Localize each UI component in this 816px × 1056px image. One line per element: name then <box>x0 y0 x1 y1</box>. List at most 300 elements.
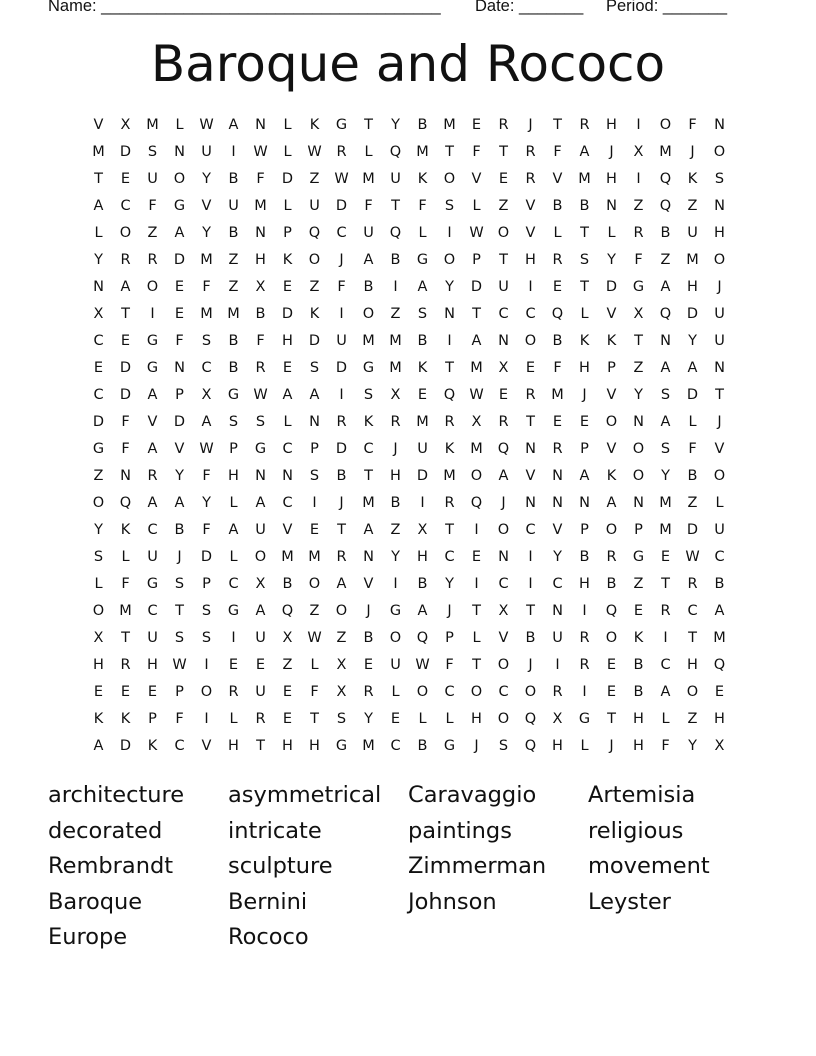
grid-letter: P <box>445 630 454 646</box>
grid-letter: C <box>120 198 131 214</box>
grid-letter: D <box>281 306 294 322</box>
grid-letter: M <box>200 306 213 322</box>
grid-letter: O <box>443 171 456 187</box>
grid-letter: F <box>337 279 346 295</box>
grid-letter: H <box>579 576 590 592</box>
grid-letter: E <box>525 360 536 376</box>
word-list-item: Zimmerman <box>408 853 547 879</box>
grid-letter: A <box>579 468 590 484</box>
grid-letter: M <box>443 117 456 133</box>
grid-letter: M <box>362 495 375 511</box>
grid-letter: T <box>715 387 724 403</box>
grid-letter: L <box>121 549 130 565</box>
grid-letter: A <box>660 279 671 295</box>
grid-letter: B <box>714 576 725 592</box>
grid-letter: Z <box>336 630 347 646</box>
grid-letter: F <box>202 522 211 538</box>
grid-letter: Z <box>633 576 644 592</box>
grid-letter: B <box>417 576 428 592</box>
grid-letter: J <box>474 738 479 754</box>
grid-letter: H <box>147 657 158 673</box>
page-title: Baroque and Rococo <box>150 35 666 93</box>
grid-letter: C <box>390 738 401 754</box>
grid-letter: B <box>363 279 374 295</box>
grid-letter: O <box>362 306 375 322</box>
grid-letter: K <box>444 441 455 457</box>
word-list-item: religious <box>588 817 684 844</box>
grid-letter: X <box>417 522 428 538</box>
grid-letter: K <box>120 522 131 538</box>
grid-letter: Q <box>416 630 429 646</box>
grid-letter: F <box>445 657 454 673</box>
grid-letter: M <box>227 306 240 322</box>
grid-letter: B <box>633 657 644 673</box>
grid-letter: U <box>714 522 725 538</box>
grid-letter: E <box>714 684 725 700</box>
grid-letter: Y <box>202 225 211 241</box>
grid-letter: D <box>416 468 429 484</box>
grid-letter: Q <box>470 495 483 511</box>
grid-letter: P <box>580 522 589 538</box>
grid-letter: I <box>474 576 479 592</box>
grid-letter: X <box>93 630 104 646</box>
grid-letter: G <box>227 387 240 403</box>
grid-letter: T <box>337 522 346 538</box>
grid-letter: U <box>147 171 158 187</box>
grid-letter: B <box>687 468 698 484</box>
grid-letter: G <box>632 549 645 565</box>
grid-letter: M <box>659 522 672 538</box>
grid-row <box>85 274 733 301</box>
grid-letter: T <box>175 603 184 619</box>
grid-letter: H <box>255 252 266 268</box>
grid-letter: M <box>254 198 267 214</box>
grid-letter: X <box>336 684 347 700</box>
grid-letter: A <box>579 144 590 160</box>
grid-letter: R <box>660 603 671 619</box>
grid-letter: L <box>364 144 373 160</box>
grid-letter: Y <box>688 738 697 754</box>
grid-letter: O <box>713 468 726 484</box>
grid-letter: E <box>471 117 482 133</box>
grid-letter: A <box>660 684 671 700</box>
grid-letter: B <box>633 684 644 700</box>
grid-letter: O <box>308 576 321 592</box>
grid-letter: F <box>175 333 184 349</box>
grid-letter: E <box>120 684 131 700</box>
grid-row <box>85 598 733 625</box>
grid-letter: L <box>94 225 103 241</box>
grid-letter: B <box>660 225 671 241</box>
grid-letter: N <box>552 603 563 619</box>
grid-letter: V <box>93 117 104 133</box>
grid-letter: N <box>525 441 536 457</box>
grid-letter: M <box>200 252 213 268</box>
grid-letter: M <box>389 333 402 349</box>
grid-letter: U <box>147 630 158 646</box>
word-list-item: Rembrandt <box>48 853 174 879</box>
grid-row <box>85 139 733 166</box>
grid-letter: S <box>201 603 212 619</box>
grid-letter: I <box>204 711 209 727</box>
grid-letter: H <box>525 252 536 268</box>
grid-letter: R <box>120 252 131 268</box>
grid-letter: O <box>443 252 456 268</box>
grid-letter: H <box>606 171 617 187</box>
grid-letter: O <box>713 252 726 268</box>
word-list-item: sculpture <box>228 853 333 879</box>
grid-letter: Q <box>659 171 672 187</box>
grid-letter: G <box>389 603 402 619</box>
grid-letter: Z <box>309 171 320 187</box>
grid-letter: F <box>364 198 373 214</box>
grid-letter: O <box>146 279 159 295</box>
grid-letter: R <box>390 414 401 430</box>
grid-letter: O <box>470 468 483 484</box>
grid-letter: O <box>92 603 105 619</box>
grid-letter: E <box>552 414 563 430</box>
grid-letter: E <box>282 711 293 727</box>
grid-letter: S <box>93 549 104 565</box>
name-field: Name: _____________________________________ <box>48 0 441 15</box>
grid-letter: F <box>310 684 319 700</box>
grid-row <box>85 733 733 760</box>
grid-letter: R <box>255 711 266 727</box>
grid-letter: E <box>93 684 104 700</box>
grid-letter: N <box>633 495 644 511</box>
grid-letter: U <box>498 279 509 295</box>
grid-letter: D <box>335 198 348 214</box>
grid-letter: I <box>420 495 425 511</box>
grid-letter: T <box>472 657 481 673</box>
grid-letter: B <box>363 630 374 646</box>
grid-letter: C <box>498 306 509 322</box>
grid-letter: B <box>417 333 428 349</box>
grid-letter: Z <box>660 252 671 268</box>
grid-letter: J <box>582 387 587 403</box>
grid-letter: J <box>366 603 371 619</box>
grid-letter: F <box>202 279 211 295</box>
grid-letter: I <box>582 684 587 700</box>
grid-letter: M <box>362 333 375 349</box>
grid-letter: I <box>528 576 533 592</box>
grid-letter: Q <box>713 657 726 673</box>
grid-letter: G <box>146 576 159 592</box>
grid-letter: D <box>119 387 132 403</box>
grid-letter: T <box>472 306 481 322</box>
grid-letter: M <box>713 630 726 646</box>
grid-letter: L <box>553 225 562 241</box>
grid-letter: P <box>175 684 184 700</box>
grid-letter: L <box>94 576 103 592</box>
grid-letter: O <box>200 684 213 700</box>
grid-row <box>85 652 733 679</box>
worksheet-header <box>48 0 748 19</box>
word-list-item: Baroque <box>48 888 143 915</box>
grid-letter: D <box>92 414 105 430</box>
grid-letter: V <box>525 468 536 484</box>
grid-letter: O <box>308 252 321 268</box>
grid-row <box>85 247 733 274</box>
grid-letter: N <box>498 549 509 565</box>
grid-letter: P <box>310 441 319 457</box>
grid-letter: V <box>552 522 563 538</box>
grid-letter: C <box>714 549 725 565</box>
grid-letter: T <box>553 117 562 133</box>
grid-letter: R <box>552 684 563 700</box>
grid-letter: K <box>309 117 320 133</box>
grid-letter: D <box>335 360 348 376</box>
grid-letter: P <box>580 441 589 457</box>
grid-letter: V <box>147 414 158 430</box>
grid-letter: O <box>605 522 618 538</box>
grid-letter: H <box>228 468 239 484</box>
grid-letter: R <box>552 252 563 268</box>
grid-letter: H <box>471 711 482 727</box>
grid-letter: V <box>606 306 617 322</box>
grid-letter: U <box>309 198 320 214</box>
grid-letter: V <box>174 441 185 457</box>
grid-letter: N <box>660 333 671 349</box>
grid-letter: R <box>336 414 347 430</box>
grid-letter: H <box>714 711 725 727</box>
grid-letter: E <box>120 333 131 349</box>
grid-letter: I <box>447 225 452 241</box>
grid-letter: P <box>634 522 643 538</box>
grid-letter: V <box>525 225 536 241</box>
grid-letter: E <box>579 414 590 430</box>
grid-letter: T <box>499 252 508 268</box>
grid-letter: E <box>174 306 185 322</box>
grid-letter: M <box>281 549 294 565</box>
grid-letter: K <box>417 360 428 376</box>
grid-letter: R <box>255 360 266 376</box>
grid-letter: N <box>255 225 266 241</box>
grid-letter: M <box>362 738 375 754</box>
grid-letter: O <box>605 414 618 430</box>
grid-letter: V <box>282 522 293 538</box>
grid-letter: T <box>472 603 481 619</box>
grid-letter: C <box>228 576 239 592</box>
grid-letter: U <box>714 333 725 349</box>
grid-letter: D <box>605 279 618 295</box>
grid-letter: B <box>417 117 428 133</box>
grid-letter: I <box>636 117 641 133</box>
grid-letter: H <box>282 738 293 754</box>
grid-letter: Q <box>551 306 564 322</box>
grid-letter: G <box>254 441 267 457</box>
grid-letter: F <box>148 198 157 214</box>
grid-letter: P <box>202 576 211 592</box>
grid-letter: E <box>660 549 671 565</box>
grid-letter: L <box>580 738 589 754</box>
grid-letter: M <box>362 171 375 187</box>
grid-letter: L <box>418 225 427 241</box>
grid-letter: D <box>119 144 132 160</box>
grid-letter: R <box>579 657 590 673</box>
grid-letter: V <box>471 171 482 187</box>
grid-letter: E <box>471 549 482 565</box>
grid-letter: T <box>364 468 373 484</box>
grid-letter: M <box>443 468 456 484</box>
grid-letter: I <box>528 279 533 295</box>
period-field: Period: _______ <box>606 0 728 15</box>
grid-letter: A <box>498 468 509 484</box>
grid-letter: I <box>393 576 398 592</box>
grid-letter: H <box>606 117 617 133</box>
grid-letter: V <box>606 387 617 403</box>
grid-letter: A <box>606 495 617 511</box>
grid-letter: U <box>552 630 563 646</box>
grid-letter: C <box>93 387 104 403</box>
grid-letter: L <box>283 144 292 160</box>
grid-letter: U <box>147 549 158 565</box>
grid-letter: B <box>228 171 239 187</box>
grid-letter: D <box>119 360 132 376</box>
grid-letter: J <box>177 549 182 565</box>
grid-row <box>85 409 733 436</box>
grid-letter: A <box>228 522 239 538</box>
grid-letter: Z <box>228 252 239 268</box>
grid-row <box>85 301 733 328</box>
grid-letter: R <box>552 441 563 457</box>
grid-letter: D <box>335 441 348 457</box>
grid-letter: R <box>606 549 617 565</box>
grid-letter: Y <box>202 171 211 187</box>
grid-letter: Z <box>687 495 698 511</box>
grid-letter: I <box>312 495 317 511</box>
grid-letter: V <box>363 576 374 592</box>
grid-letter: H <box>687 657 698 673</box>
grid-letter: X <box>255 279 266 295</box>
grid-letter: E <box>147 684 158 700</box>
grid-letter: E <box>498 387 509 403</box>
grid-letter: C <box>201 360 212 376</box>
grid-letter: A <box>660 414 671 430</box>
grid-letter: W <box>415 657 430 673</box>
grid-letter: N <box>255 468 266 484</box>
grid-letter: S <box>174 630 185 646</box>
grid-letter: C <box>444 684 455 700</box>
grid-letter: T <box>256 738 265 754</box>
grid-letter: C <box>444 549 455 565</box>
grid-letter: N <box>174 144 185 160</box>
grid-letter: L <box>283 414 292 430</box>
grid-letter: B <box>417 738 428 754</box>
grid-letter: A <box>174 225 185 241</box>
grid-letter: S <box>336 711 347 727</box>
grid-row <box>85 571 733 598</box>
grid-row <box>85 193 733 220</box>
grid-letter: N <box>282 468 293 484</box>
grid-letter: G <box>173 198 186 214</box>
grid-letter: S <box>309 360 320 376</box>
grid-letter: E <box>498 171 509 187</box>
grid-letter: Z <box>687 198 698 214</box>
grid-letter: B <box>228 225 239 241</box>
grid-row <box>85 436 733 463</box>
grid-letter: A <box>363 252 374 268</box>
grid-letter: R <box>228 684 239 700</box>
grid-letter: S <box>444 198 455 214</box>
grid-letter: A <box>714 603 725 619</box>
word-list-item: paintings <box>408 817 512 844</box>
grid-letter: L <box>175 117 184 133</box>
grid-row <box>85 463 733 490</box>
grid-row <box>85 355 733 382</box>
grid-letter: F <box>688 117 697 133</box>
grid-letter: S <box>363 387 374 403</box>
word-list-item: architecture <box>48 782 185 808</box>
grid-letter: Q <box>524 711 537 727</box>
grid-letter: L <box>688 414 697 430</box>
grid-letter: I <box>636 171 641 187</box>
grid-letter: U <box>390 657 401 673</box>
grid-letter: R <box>687 576 698 592</box>
grid-letter: R <box>498 117 509 133</box>
grid-letter: A <box>309 387 320 403</box>
grid-letter: I <box>339 387 344 403</box>
grid-letter: X <box>714 738 725 754</box>
grid-letter: L <box>580 306 589 322</box>
grid-letter: E <box>417 387 428 403</box>
grid-letter: C <box>687 603 698 619</box>
grid-letter: E <box>606 657 617 673</box>
grid-letter: A <box>660 360 671 376</box>
grid-letter: Z <box>309 279 320 295</box>
grid-letter: O <box>470 684 483 700</box>
grid-letter: W <box>199 441 214 457</box>
grid-letter: T <box>526 414 535 430</box>
word-list-item: decorated <box>48 817 163 844</box>
grid-letter: E <box>363 657 374 673</box>
grid-letter: K <box>147 738 158 754</box>
grid-letter: T <box>445 144 454 160</box>
grid-letter: C <box>498 684 509 700</box>
grid-letter: T <box>580 279 589 295</box>
grid-letter: G <box>632 279 645 295</box>
grid-letter: H <box>687 279 698 295</box>
grid-letter: Y <box>202 495 211 511</box>
grid-letter: H <box>93 657 104 673</box>
grid-letter: G <box>146 360 159 376</box>
grid-letter: G <box>146 333 159 349</box>
grid-letter: X <box>633 144 644 160</box>
grid-letter: R <box>363 684 374 700</box>
grid-letter: K <box>687 171 698 187</box>
grid-letter: N <box>714 117 725 133</box>
grid-letter: K <box>282 252 293 268</box>
grid-letter: I <box>447 333 452 349</box>
grid-letter: G <box>227 603 240 619</box>
grid-letter: N <box>633 414 644 430</box>
grid-letter: H <box>228 738 239 754</box>
grid-letter: A <box>363 522 374 538</box>
grid-letter: D <box>173 414 186 430</box>
grid-letter: P <box>607 360 616 376</box>
grid-letter: Y <box>364 711 373 727</box>
grid-letter: K <box>579 333 590 349</box>
word-list-item: Rococo <box>228 924 309 950</box>
grid-letter: Q <box>119 495 132 511</box>
grid-letter: H <box>309 738 320 754</box>
grid-letter: C <box>498 576 509 592</box>
grid-letter: Q <box>659 198 672 214</box>
grid-letter: A <box>120 279 131 295</box>
grid-letter: X <box>390 387 401 403</box>
grid-letter: E <box>309 522 320 538</box>
grid-letter: Y <box>94 522 103 538</box>
